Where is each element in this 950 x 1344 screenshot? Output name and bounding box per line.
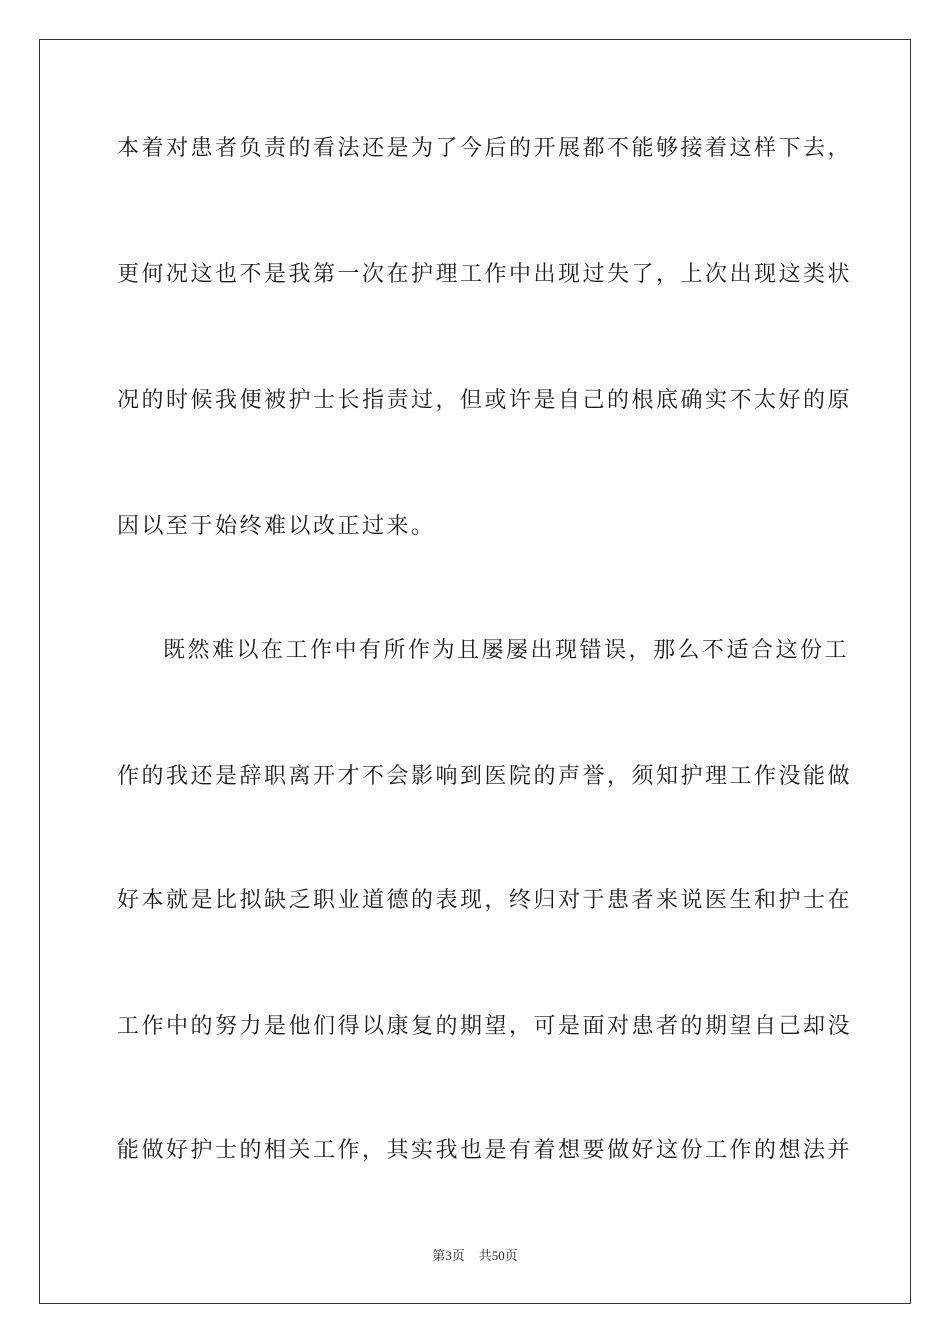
page-border (39, 39, 911, 1304)
body-line-3: 况的时候我便被护士长指责过，但或许是自己的根底确实不太好的原 (117, 388, 853, 413)
body-line-9: 能做好护士的相关工作，其实我也是有着想要做好这份工作的想法并 (117, 1138, 853, 1163)
body-line-4: 因以至于始终难以改正过来。 (117, 514, 436, 539)
page-footer (0, 1248, 950, 1264)
page-total: 共50页 (478, 1248, 518, 1263)
body-line-7: 好本就是比拟缺乏职业道德的表现，终归对于患者来说医生和护士在 (117, 888, 853, 913)
page-number: 第3页 (432, 1248, 465, 1263)
body-line-1: 本着对患者负责的看法还是为了今后的开展都不能够接着这样下去， (117, 136, 853, 161)
body-line-2: 更何况这也不是我第一次在护理工作中出现过失了，上次出现这类状 (117, 262, 853, 287)
body-line-5: 既然难以在工作中有所作为且屡屡出现错误，那么不适合这份工 (163, 638, 850, 663)
body-line-8: 工作中的努力是他们得以康复的期望，可是面对患者的期望自己却没 (117, 1014, 853, 1039)
body-line-6: 作的我还是辞职离开才不会影响到医院的声誉，须知护理工作没能做 (117, 764, 853, 789)
